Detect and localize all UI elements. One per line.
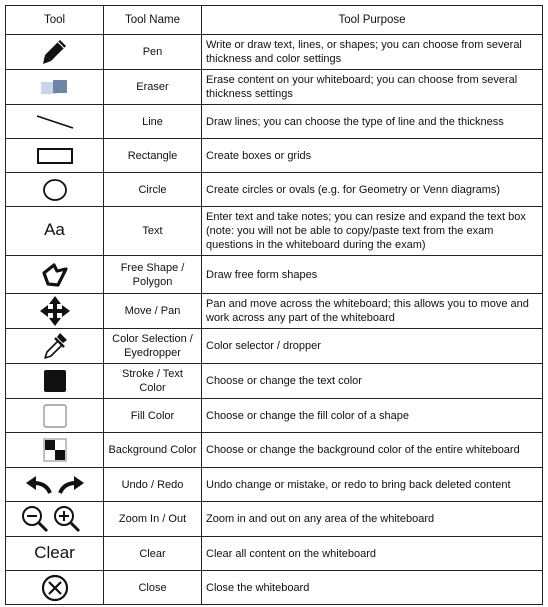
header-row [6,6,543,35]
tool-name: Zoom In / Out [104,502,202,537]
tool-purpose: Choose or change the background color of the entire whiteboard [202,433,543,468]
tool-icon-cell [6,35,104,70]
tool-purpose: Close the whiteboard [202,571,543,605]
tool-purpose: Zoom in and out on any area of the whiteboard [202,502,543,537]
table-row [6,207,543,256]
tool-purpose: Draw lines; you can choose the type of line and the thickness [202,105,543,139]
table-row [6,256,543,294]
tool-icon-cell [6,364,104,399]
tool-purpose: Enter text and take notes; you can resize and expand the text box (note: you will not be able to copy/paste text from the exam questions in the whiteboard during the exam) [202,207,543,256]
table-row [6,502,543,537]
tool-name: Free Shape / Polygon [104,256,202,294]
table-row [6,468,543,502]
move-icon [39,295,71,327]
line-icon [35,112,75,132]
table-row [6,571,543,605]
tool-name: Fill Color [104,399,202,433]
tool-name: Circle [104,173,202,207]
tool-name: Text [104,207,202,256]
tool-purpose: Choose or change the fill color of a shape [202,399,543,433]
tool-name: Line [104,105,202,139]
tool-icon-cell [6,70,104,105]
tool-icon-cell [6,433,104,468]
table-row [6,105,543,139]
tool-icon-cell [6,139,104,173]
header-tool-purpose: Tool Purpose [202,6,543,35]
table-row [6,294,543,329]
tool-icon-cell [6,105,104,139]
tool-icon-cell [6,571,104,605]
table-row [6,399,543,433]
tool-purpose: Write or draw text, lines, or shapes; you can choose from several thickness and color settings [202,35,543,70]
rectangle-icon [35,145,75,167]
tool-icon-cell [6,399,104,433]
clear-icon: Clear [34,542,75,562]
close-icon [40,573,70,603]
zoom-icon [20,504,90,534]
tool-purpose: Undo change or mistake, or redo to bring back deleted content [202,468,543,502]
circle-icon [41,176,69,204]
tool-purpose: Erase content on your whiteboard; you can choose from several thickness settings [202,70,543,105]
tool-purpose: Create circles or ovals (e.g. for Geometry or Venn diagrams) [202,173,543,207]
background-color-icon [41,436,69,464]
table-row [6,537,543,571]
eraser-icon [38,74,72,100]
header-tool-name: Tool Name [104,6,202,35]
tool-purpose: Create boxes or grids [202,139,543,173]
tool-purpose: Choose or change the text color [202,364,543,399]
tool-purpose: Color selector / dropper [202,329,543,364]
table-row [6,70,543,105]
tool-purpose: Clear all content on the whiteboard [202,537,543,571]
tool-name: Background Color [104,433,202,468]
tools-table [5,5,543,605]
tool-icon-cell [6,502,104,537]
tool-name: Undo / Redo [104,468,202,502]
tool-name: Move / Pan [104,294,202,329]
tool-name: Clear [104,537,202,571]
table-row [6,139,543,173]
tool-icon-cell [6,329,104,364]
tool-icon-cell [6,537,104,571]
free-shape-icon [40,260,70,290]
tool-icon-cell [6,294,104,329]
tool-name: Eraser [104,70,202,105]
undo-redo-icon [23,473,87,497]
fill-color-icon [41,402,69,430]
table-row [6,35,543,70]
tool-icon-cell [6,468,104,502]
tool-name: Pen [104,35,202,70]
tool-purpose: Draw free form shapes [202,256,543,294]
tool-name: Rectangle [104,139,202,173]
tool-name: Close [104,571,202,605]
tool-name: Stroke / Text Color [104,364,202,399]
stroke-color-icon [41,367,69,395]
table-row [6,173,543,207]
text-icon: Aa [44,220,65,239]
tool-icon-cell [6,256,104,294]
pen-icon [40,37,70,67]
tool-icon-cell [6,207,104,256]
tool-purpose: Pan and move across the whiteboard; this allows you to move and work across any part of the whiteboard [202,294,543,329]
tool-name: Color Selection / Eyedropper [104,329,202,364]
tool-icon-cell [6,173,104,207]
header-tool: Tool [6,6,104,35]
table-row [6,433,543,468]
eyedropper-icon [40,330,70,362]
table-row [6,329,543,364]
table-row [6,364,543,399]
